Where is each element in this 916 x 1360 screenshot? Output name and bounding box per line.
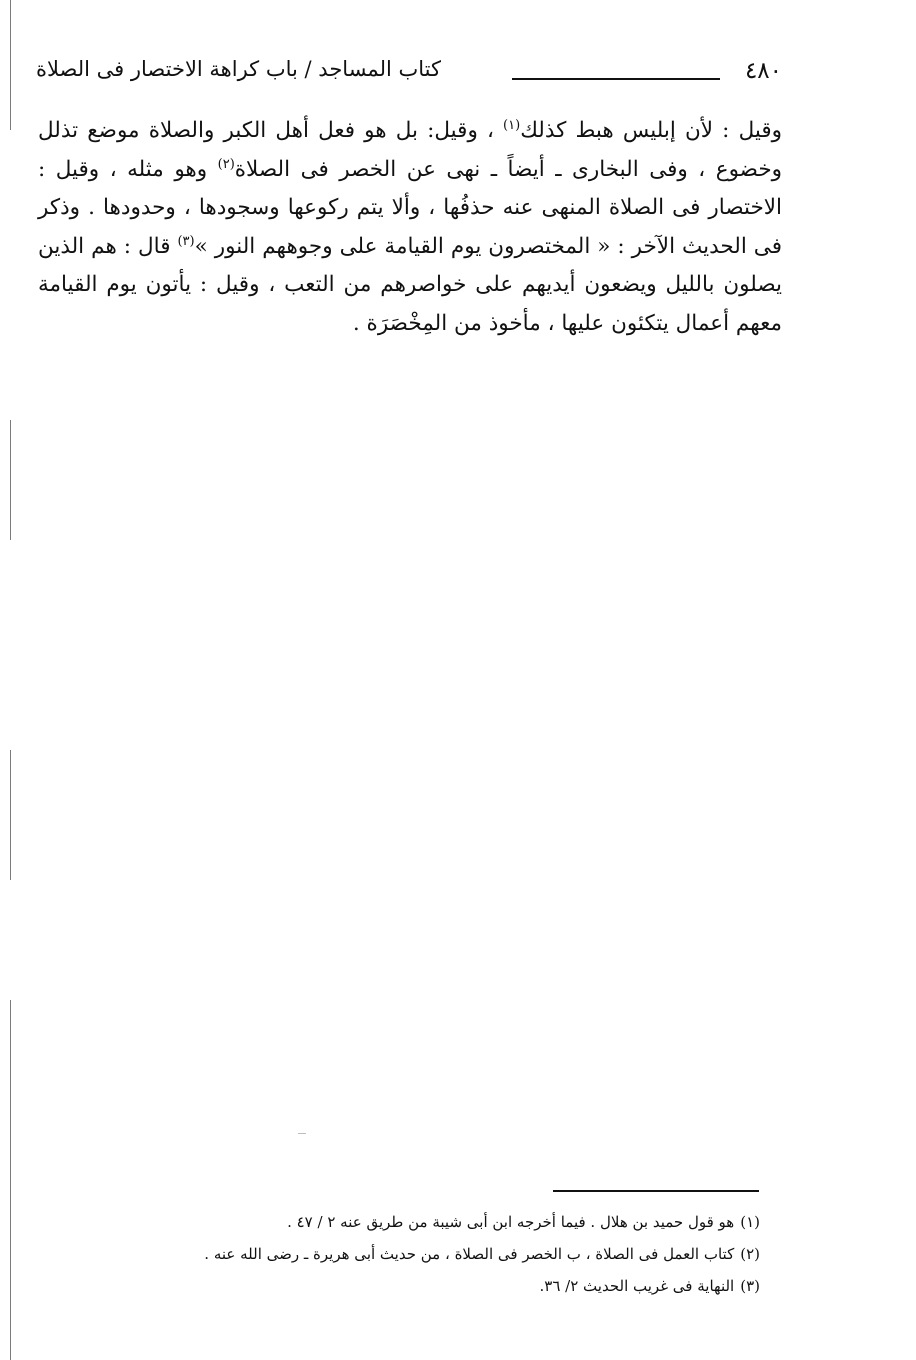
- footnote: [110, 1270, 760, 1302]
- page-header: [36, 52, 782, 96]
- footnote-text: النهاية فى غريب الحديث ٢/ ٣٦.: [539, 1277, 735, 1295]
- footnote-reference: (١): [503, 117, 521, 133]
- scan-edge-line: [10, 0, 11, 130]
- body-text-segment: قال : هم الذين يصلون بالليل ويضعون أيديهم على خواصرهم من التعب ، وقيل : يأتون يوم القيامة معهم أعمال يتكئون عليها ، مأخوذ من المِخْصَرَة .: [38, 233, 782, 336]
- scan-edge-line: [10, 750, 11, 880]
- body-text-segment: ، وقيل: بل هو فعل أهل الكبر والصلاة موضع تذلل وخضوع ، وفى البخارى ـ أيضاً ـ نهى عن الخصر فى الصلاة: [38, 118, 782, 182]
- footnote-number: (٣): [740, 1277, 760, 1295]
- footnote-text: كتاب العمل فى الصلاة ، ب الخصر فى الصلاة ، من حديث أبى هريرة ـ رضى الله عنه .: [204, 1245, 735, 1263]
- footnote-text: هو قول حميد بن هلال . فيما أخرجه ابن أبى شيبة من طريق عنه ٢ / ٤٧ .: [287, 1213, 735, 1231]
- running-head: كتاب المساجد / باب كراهة الاختصار فى الصلاة: [36, 57, 441, 81]
- paper-speck: [298, 1133, 306, 1134]
- footnote-rule: [553, 1190, 759, 1192]
- body-text-segment: وهو مثله ، وقيل : الاختصار فى الصلاة المنهى عنه حذفُها ، وألا يتم ركوعها وسجودها ، وحدودها . وذكر فى الحديث الآخر : « المختصرون يوم القيامة على وجوههم النور »: [38, 156, 783, 259]
- footnote: [110, 1238, 760, 1270]
- scan-edge-line: [10, 420, 11, 540]
- body-paragraph: [38, 112, 782, 343]
- scan-edge-line: [10, 1000, 11, 1360]
- footnote-number: (١): [740, 1213, 760, 1231]
- footnote-number: (٢): [740, 1245, 760, 1263]
- footnote-reference: (٣): [177, 233, 195, 249]
- footnote-reference: (٢): [217, 156, 235, 172]
- header-rule: [512, 78, 720, 80]
- footnotes: [110, 1206, 760, 1302]
- body-text-segment: وقيل : لأن إبليس هبط كذلك: [520, 118, 782, 143]
- footnote: [110, 1206, 760, 1238]
- page-number: ٤٨٠: [744, 58, 782, 84]
